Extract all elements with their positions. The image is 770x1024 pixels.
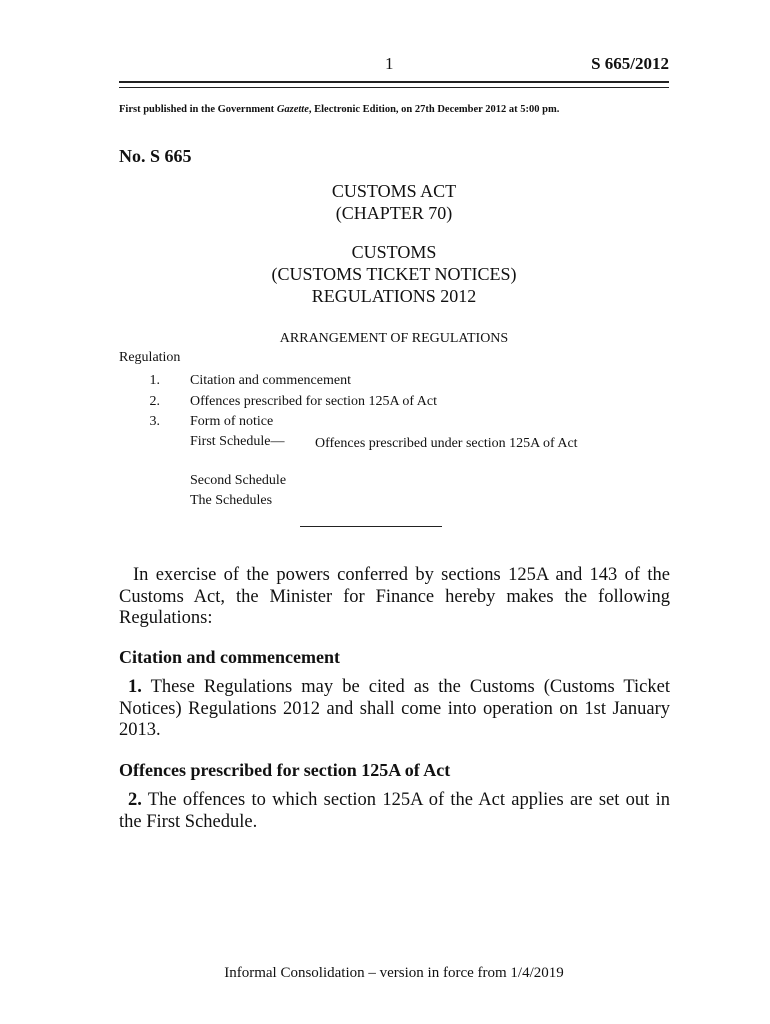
arrangement-item-title: Offences prescribed for section 125A of Act bbox=[190, 394, 437, 409]
act-title: CUSTOMS ACT bbox=[331, 181, 457, 201]
section-number: 1. bbox=[128, 677, 142, 697]
arrangement-item-number: 2. bbox=[149, 394, 160, 409]
section-heading: Offences prescribed for section 125A of Act bbox=[119, 760, 451, 780]
section-number: 2. bbox=[128, 790, 142, 810]
the-schedules-label: The Schedules bbox=[190, 493, 273, 508]
publication-prefix: First published in the Government bbox=[119, 104, 277, 115]
section-text: The offences to which section 125A of the Act applies are set out in the First Schedule. bbox=[119, 790, 670, 832]
second-schedule-label: Second Schedule bbox=[190, 473, 287, 488]
arrangement-item-number: 3. bbox=[149, 414, 160, 429]
publication-gazette-italic: Gazette bbox=[276, 104, 309, 115]
regulations-title-line1: CUSTOMS bbox=[351, 242, 437, 262]
arrangement-column-label: Regulation bbox=[119, 350, 181, 365]
arrangement-item-title: Form of notice bbox=[190, 414, 274, 429]
footer-consolidation-note: Informal Consolidation – version in force from 1/4/2019 bbox=[224, 965, 564, 981]
notification-number: No. S 665 bbox=[119, 146, 192, 166]
header-rule-thick bbox=[119, 81, 669, 83]
publication-note bbox=[119, 104, 559, 115]
gazette-number: S 665/2012 bbox=[591, 54, 669, 73]
section-divider bbox=[300, 526, 442, 527]
arrangement-item-number: 1. bbox=[149, 373, 160, 388]
enacting-clause: In exercise of the powers conferred by sections 125A and 143 of the Customs Act, the Minister for Finance hereby makes the following Regulations: bbox=[119, 565, 670, 628]
publication-suffix: , Electronic Edition, on 27th December 2012 at 5:00 pm. bbox=[308, 104, 560, 115]
page-number: 1 bbox=[385, 54, 394, 73]
arrangement-heading: ARRANGEMENT OF REGULATIONS bbox=[279, 331, 509, 346]
section-paragraph bbox=[119, 677, 670, 742]
arrangement-item-title: Citation and commencement bbox=[190, 373, 351, 388]
regulations-title-line3: REGULATIONS 2012 bbox=[311, 286, 477, 306]
act-chapter: (CHAPTER 70) bbox=[335, 203, 453, 223]
header-rule-thin bbox=[119, 87, 669, 88]
section-heading: Citation and commencement bbox=[119, 647, 340, 667]
section-text: These Regulations may be cited as the Customs (Customs Ticket Notices) Regulations 2012 and shall come into operation on 1st January 2013. bbox=[119, 677, 670, 740]
first-schedule-description: Offences prescribed under section 125A of Act bbox=[315, 436, 578, 451]
regulations-title-line2: (CUSTOMS TICKET NOTICES) bbox=[271, 264, 517, 284]
section-paragraph bbox=[119, 790, 670, 833]
first-schedule-label: First Schedule— bbox=[190, 434, 285, 449]
